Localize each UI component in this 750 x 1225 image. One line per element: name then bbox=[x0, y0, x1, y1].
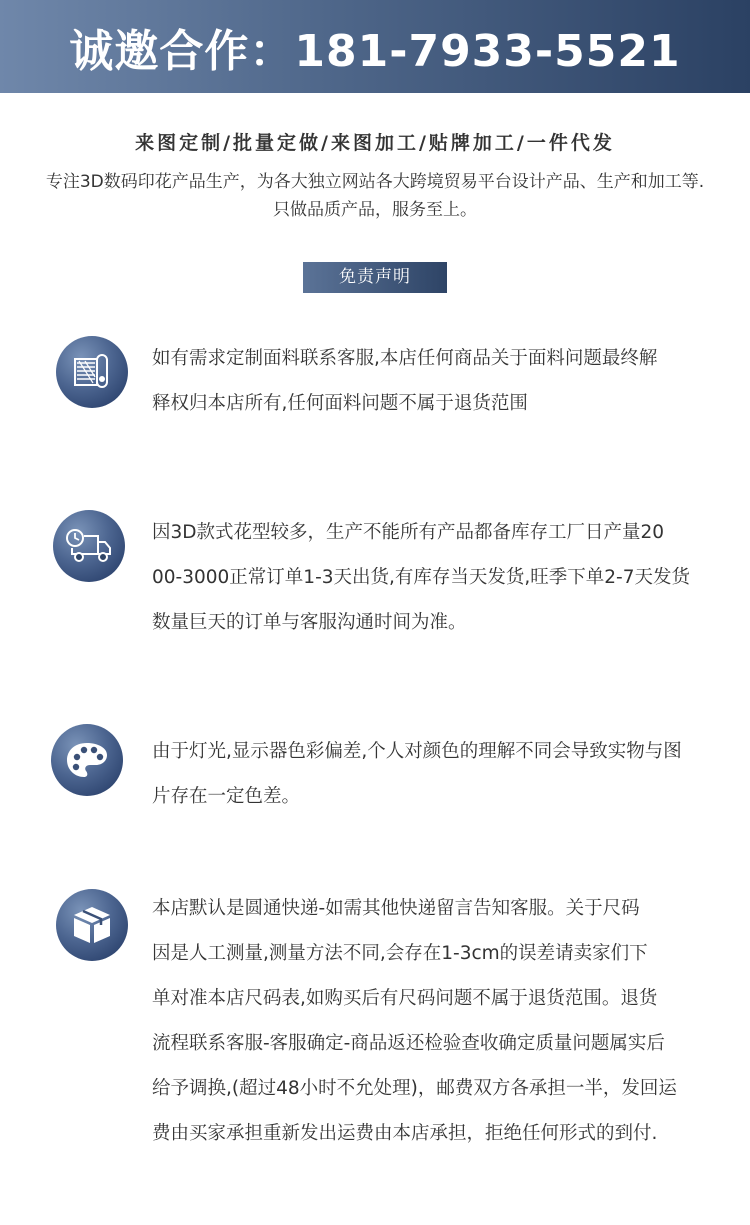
color-palette-icon bbox=[51, 724, 123, 796]
text-line: 单对准本店尺码表,如购买后有尺码问题不属于退货范围。退货 bbox=[152, 988, 658, 1009]
disclaimer-text-shipping bbox=[152, 886, 712, 1156]
disclaimer-text-color bbox=[152, 729, 712, 819]
contact-banner bbox=[0, 0, 750, 93]
disclaimer-text-production bbox=[152, 510, 712, 645]
intro-line-2: 只做品质产品，服务至上。 bbox=[273, 200, 477, 220]
text-line: 因是人工测量,测量方法不同,会存在1-3cm的误差请卖家们下 bbox=[152, 943, 648, 964]
package-box-icon bbox=[56, 889, 128, 961]
text-line: 流程联系客服-客服确定-商品返还检验查收确定质量问题属实后 bbox=[152, 1033, 665, 1054]
contact-title: 诚邀合作：181-7933-5521 bbox=[69, 25, 681, 77]
delivery-truck-icon bbox=[53, 510, 125, 582]
intro-text bbox=[20, 168, 730, 224]
text-line: 00-3000正常订单1-3天出货,有库存当天发货,旺季下单2-7天发货 bbox=[152, 567, 690, 588]
fabric-roll-icon bbox=[56, 336, 128, 408]
disclaimer-badge: 免责声明 bbox=[303, 262, 447, 293]
disclaimer-text-fabric bbox=[152, 336, 712, 426]
text-line: 片存在一定色差。 bbox=[152, 786, 301, 807]
intro-line-1: 专注3D数码印花产品生产，为各大独立网站各大跨境贸易平台设计产品、生产和加工等. bbox=[45, 172, 705, 192]
text-line: 费由买家承担重新发出运费由本店承担，拒绝任何形式的到付. bbox=[152, 1123, 658, 1144]
text-line: 释权归本店所有,任何面料问题不属于退货范围 bbox=[152, 393, 528, 414]
text-line: 给予调换,(超过48小时不允处理)，邮费双方各承担一半，发回运 bbox=[152, 1078, 677, 1099]
text-line: 本店默认是圆通快递-如需其他快递留言告知客服。关于尺码 bbox=[152, 898, 640, 919]
text-line: 由于灯光,显示器色彩偏差,个人对颜色的理解不同会导致实物与图 bbox=[152, 741, 682, 762]
text-line: 如有需求定制面料联系客服,本店任何商品关于面料问题最终解 bbox=[152, 348, 658, 369]
text-line: 因3D款式花型较多，生产不能所有产品都备库存工厂日产量20 bbox=[152, 522, 665, 543]
services-line: 来图定制/批量定做/来图加工/贴牌加工/一件代发 bbox=[135, 132, 615, 154]
text-line: 数量巨天的订单与客服沟通时间为准。 bbox=[152, 612, 467, 633]
